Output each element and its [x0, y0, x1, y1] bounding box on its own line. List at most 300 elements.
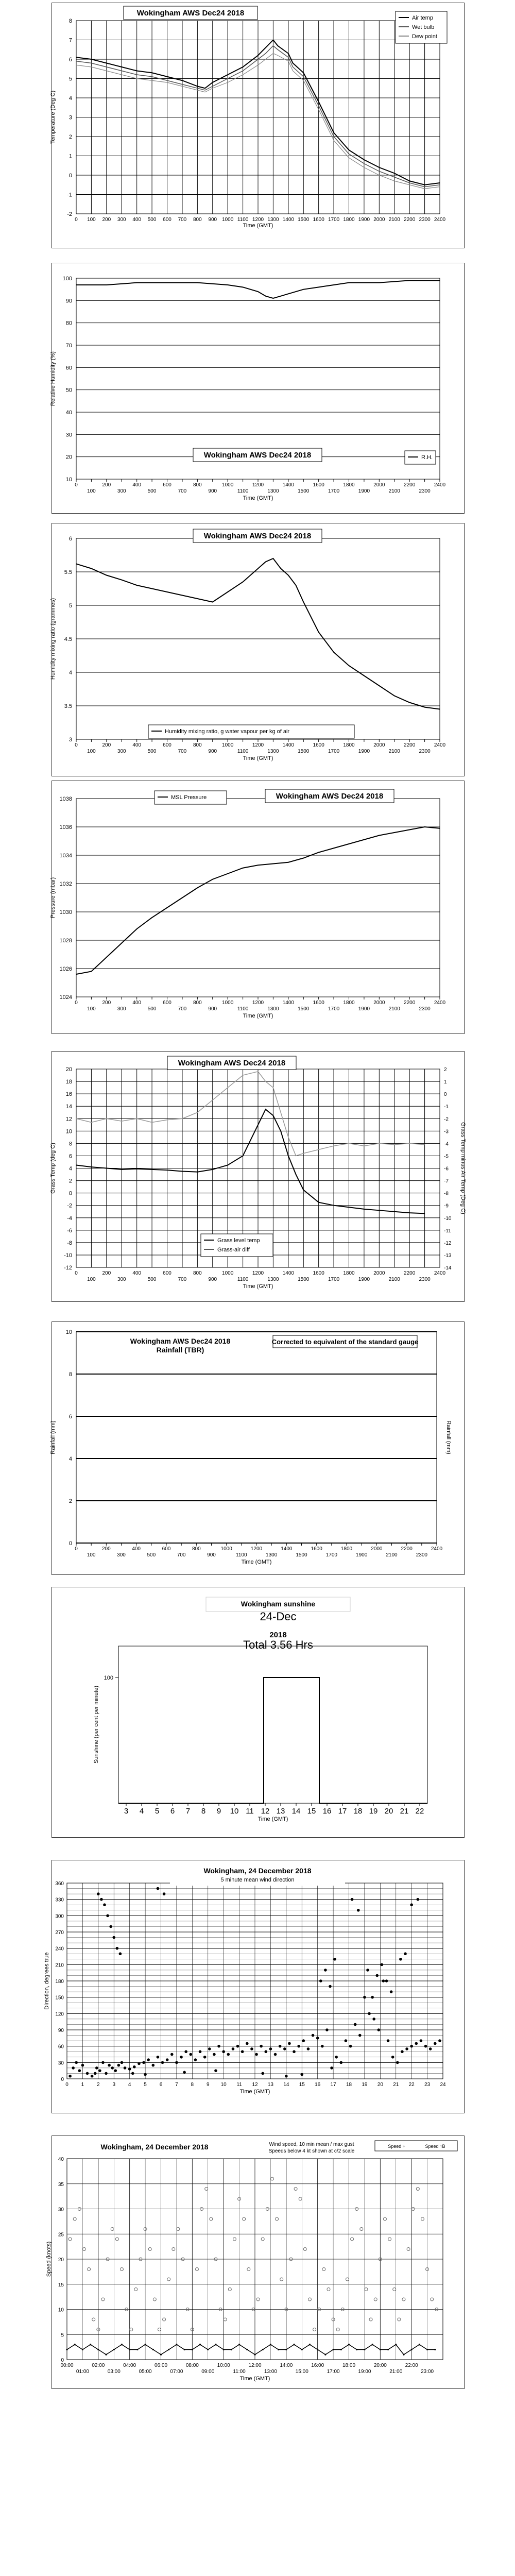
y2-axis-label: Rainfall (mm) — [445, 1420, 452, 1454]
x-tick-label-2: 15:00 — [295, 2369, 308, 2375]
y2-tick-label: -4 — [444, 1141, 449, 1147]
wdir-point — [321, 2045, 324, 2048]
y-tick-label: 40 — [58, 2157, 64, 2162]
x-tick-label-2: 03:00 — [107, 2369, 121, 2375]
x-axis-label: Time (GMT) — [241, 1559, 272, 1565]
wdir-point — [316, 2037, 319, 2040]
y-axis-label: Sunshine (per cent per minute) — [93, 1685, 99, 1764]
wind-mean-point — [82, 2349, 83, 2350]
x-tick-label: 1200 — [250, 1546, 263, 1552]
x-tick-label: 15 — [299, 2082, 305, 2088]
wdir-point — [385, 1979, 388, 1982]
wdir-point — [246, 2042, 249, 2045]
y2-tick-label: -8 — [444, 1191, 449, 1197]
x-tick-label: 5 — [154, 1807, 160, 1816]
wdir-point — [293, 2050, 296, 2053]
wdir-point — [417, 1898, 420, 1901]
wdir-point — [371, 1996, 374, 1999]
x-tick-label: 14 — [283, 2082, 289, 2088]
y-tick-label: 2 — [68, 1178, 72, 1184]
x-tick-label: 2200 — [404, 1270, 416, 1276]
rh-title: Wokingham AWS Dec24 2018 — [203, 451, 312, 460]
wdir-point — [175, 2061, 178, 2064]
wdir-point — [307, 2047, 310, 2050]
x-tick-label: 1100 — [237, 488, 249, 494]
x-tick-label: 1800 — [343, 1270, 355, 1276]
y-tick-label: 120 — [55, 2011, 64, 2018]
x-tick-label: 12 — [252, 2082, 258, 2088]
x-tick-label: 13 — [276, 1807, 285, 1816]
wdir-point — [213, 2053, 216, 2056]
x-tick-label: 2400 — [434, 482, 446, 488]
rh-chart — [50, 276, 446, 501]
y-tick-label: 5 — [68, 603, 72, 609]
wind-mean-point — [199, 2344, 201, 2345]
y-tick-label: 50 — [65, 387, 72, 394]
wdir-point — [157, 1887, 160, 1890]
x-tick-label: 1300 — [267, 1006, 279, 1012]
x-tick-label: 17 — [338, 1807, 347, 1816]
wind-mean-point — [364, 2349, 365, 2350]
wdir-point — [405, 2047, 408, 2050]
x-tick-label: 1400 — [282, 1000, 294, 1006]
wdir-point — [372, 2018, 375, 2021]
wind-mean-point — [309, 2344, 311, 2345]
x-tick-label: 800 — [193, 1000, 202, 1006]
x-tick-label: 1800 — [343, 217, 355, 223]
wdir-point — [363, 1996, 366, 1999]
x-tick-label: 1300 — [267, 749, 279, 754]
y-tick-label: 150 — [55, 1995, 64, 2001]
x-tick-label: 7 — [185, 1807, 191, 1816]
x-axis-label: Time (GMT) — [243, 495, 273, 501]
x-tick-label: 1000 — [222, 1000, 234, 1006]
wdir-point — [133, 2065, 136, 2069]
x-tick-label: 500 — [147, 488, 157, 494]
wdir-point — [232, 2047, 235, 2050]
x-tick-label: 12 — [261, 1807, 270, 1816]
x-tick-label: 200 — [102, 742, 111, 748]
y-tick-label: -10 — [64, 1252, 72, 1259]
wind-mean-point — [207, 2349, 209, 2350]
wind-mean-point — [270, 2344, 271, 2345]
y-axis-label: Relative Humidity (%) — [50, 351, 56, 406]
y-tick-label: 90 — [65, 298, 72, 304]
wdir-point — [329, 1985, 332, 1988]
x-tick-label: 600 — [163, 217, 171, 223]
x-tick-label: 1700 — [328, 488, 340, 494]
wdir-point — [222, 2050, 225, 2053]
y2-tick-label: -14 — [444, 1265, 452, 1271]
x-tick-label: 2000 — [373, 1270, 385, 1276]
sun-total: Total 3.56 Hrs — [243, 1638, 313, 1651]
x-tick-label: 200 — [102, 1000, 111, 1006]
x-axis-label: Time (GMT) — [243, 755, 273, 761]
wdir-point — [183, 2071, 186, 2074]
wind-mean-point — [121, 2344, 123, 2345]
x-tick-label: 800 — [193, 742, 202, 748]
wdir-point — [377, 2028, 380, 2031]
wdir-point — [312, 2034, 315, 2037]
wdir-point — [390, 1990, 393, 1993]
wdir-point — [358, 2034, 362, 2037]
y-tick-label: 0 — [68, 1190, 72, 1197]
x-tick-label: 900 — [208, 1006, 217, 1012]
x-tick-label: 3 — [112, 2082, 116, 2088]
y2-axis-label: Grass Temp minus Air Temp (Deg C) — [460, 1122, 466, 1214]
wind-mean-point — [395, 2344, 397, 2345]
y-tick-label: 30 — [58, 2207, 64, 2213]
wind-mean-point — [278, 2349, 279, 2350]
wind-mean-point — [129, 2349, 130, 2350]
y-tick-label: 210 — [55, 1962, 64, 1969]
x-tick-label: 1100 — [237, 1006, 249, 1012]
wind-mean-point — [285, 2349, 287, 2350]
y-tick-label: 30 — [65, 432, 72, 438]
y-tick-label: 3 — [68, 737, 72, 743]
wind-mean-point — [403, 2354, 404, 2355]
x-tick-label: 22:00 — [405, 2363, 418, 2368]
x-tick-label: 4 — [128, 2082, 131, 2088]
y-tick-label: 0 — [61, 2358, 64, 2363]
x-tick-label: 2100 — [386, 1552, 398, 1558]
x-tick-label: 700 — [178, 749, 187, 754]
y-tick-label: 100 — [62, 276, 72, 282]
wdir-point — [217, 2045, 220, 2048]
wdir-point — [368, 2012, 371, 2015]
x-tick-label: 7 — [175, 2082, 178, 2088]
x-tick-label: 0 — [75, 482, 78, 488]
wind-mean-point — [332, 2349, 334, 2350]
x-tick-label: 1900 — [358, 217, 370, 223]
x-axis-label: Time (GMT) — [243, 1283, 273, 1290]
wdir-point — [81, 2064, 84, 2067]
x-tick-label: 400 — [132, 742, 142, 748]
rain-subtitle: Rainfall (TBR) — [156, 1346, 204, 1354]
x-tick-label: 22 — [408, 2082, 415, 2088]
wdir-point — [180, 2056, 183, 2059]
y-tick-label: -2 — [67, 211, 72, 217]
y2-tick-label: -12 — [444, 1240, 452, 1246]
y2-tick-label: -13 — [444, 1252, 452, 1259]
x-tick-label: 6 — [170, 1807, 175, 1816]
x-tick-label-2: 05:00 — [139, 2369, 152, 2375]
x-tick-label: 0 — [75, 217, 78, 223]
wdir-point — [404, 1952, 407, 1955]
x-tick-label: 12:00 — [248, 2363, 262, 2368]
y-tick-label: -2 — [67, 1202, 72, 1209]
y-tick-label: 10 — [65, 477, 72, 483]
wdir-point — [105, 2072, 108, 2075]
x-tick-label: 19 — [362, 2082, 368, 2088]
x-tick-label: 1000 — [222, 1270, 234, 1276]
mix-chart — [50, 529, 446, 761]
x-tick-label: 1900 — [358, 749, 370, 754]
x-tick-label: 100 — [87, 217, 96, 223]
wind-mean-point — [246, 2349, 248, 2350]
x-tick-label: 10 — [220, 2082, 227, 2088]
y2-tick-label: -2 — [444, 1116, 449, 1123]
wdir-point — [401, 2050, 404, 2053]
wdir-point — [382, 1979, 385, 1982]
y-tick-label: 330 — [55, 1897, 64, 1903]
wdir-point — [184, 2050, 187, 2053]
x-tick-label-2: 09:00 — [201, 2369, 215, 2375]
wdir-point — [236, 2045, 239, 2048]
y-tick-label: 1024 — [59, 994, 72, 1001]
x-tick-label: 23 — [424, 2082, 431, 2088]
wind-mean-point — [152, 2349, 154, 2350]
x-tick-label: 1300 — [267, 217, 279, 223]
x-tick-label: 4 — [139, 1807, 144, 1816]
x-tick-label: 400 — [132, 1546, 141, 1552]
y-tick-label: -1 — [67, 192, 72, 198]
x-tick-label: 08:00 — [185, 2363, 199, 2368]
wdir-point — [101, 2061, 105, 2064]
wdir-point — [147, 2058, 150, 2061]
wind-subtitle-2: Speeds below 4 kt shown at c/2 scale — [268, 2148, 355, 2154]
x-tick-label: 2400 — [434, 742, 446, 748]
y2-tick-label: -1 — [444, 1104, 449, 1110]
y-tick-label: 20 — [65, 454, 72, 461]
legend-label: MSL Pressure — [171, 794, 207, 801]
x-tick-label: 200 — [102, 1270, 111, 1276]
y-tick-label: 180 — [55, 1979, 64, 1985]
legend-label: Wet bulb — [412, 24, 435, 30]
x-tick-label: 5 — [144, 2082, 147, 2088]
x-tick-label: 700 — [177, 1552, 186, 1558]
x-tick-label: 2200 — [404, 482, 416, 488]
plot-area — [76, 1332, 437, 1543]
wind-mean-point — [317, 2349, 318, 2350]
x-tick-label: 13 — [267, 2082, 273, 2088]
y-tick-label: 3.5 — [64, 703, 72, 709]
sun-chart — [93, 1597, 427, 1822]
y-tick-label: 1 — [68, 153, 72, 160]
wdir-point — [194, 2058, 197, 2061]
wdir-point — [97, 1892, 100, 1895]
wdir-point — [274, 2053, 277, 2056]
y-tick-label: 20 — [58, 2257, 64, 2263]
x-tick-label: 700 — [178, 217, 187, 223]
wdir-point — [241, 2050, 244, 2053]
wdir-point — [95, 2066, 98, 2070]
x-tick-label: 800 — [192, 1546, 201, 1552]
x-tick-label: 100 — [87, 1006, 96, 1012]
temp-title: Wokingham AWS Dec24 2018 — [136, 9, 245, 18]
x-tick-label-2: 21:00 — [389, 2369, 403, 2375]
y-axis-label: Rainfall (mm) — [50, 1420, 56, 1454]
y-tick-label: 4.5 — [64, 636, 72, 642]
x-tick-label: 2000 — [373, 482, 385, 488]
y-tick-label: 1030 — [59, 909, 72, 916]
y2-tick-label: -9 — [444, 1203, 449, 1209]
legend-label: Grass level temp — [217, 1238, 260, 1244]
x-tick-label: 2400 — [434, 217, 446, 223]
x-tick-label: 700 — [178, 1277, 187, 1282]
wdir-point — [68, 2075, 72, 2078]
wdir-point — [381, 1963, 384, 1967]
y-tick-label: 4 — [68, 1165, 72, 1172]
wdir-chart — [44, 1865, 446, 2095]
y-tick-label: 300 — [55, 1913, 64, 1920]
x-tick-label: 1100 — [237, 1277, 249, 1282]
x-tick-label: 0 — [75, 1546, 78, 1552]
x-tick-label: 1100 — [237, 749, 249, 754]
wdir-point — [109, 1925, 112, 1928]
x-tick-label-2: 11:00 — [233, 2369, 246, 2375]
y-tick-label: 4 — [68, 670, 72, 676]
wdir-point — [189, 2053, 192, 2056]
x-tick-label: 16 — [315, 2082, 321, 2088]
wdir-point — [170, 2053, 174, 2056]
x-tick-label: 100 — [87, 488, 96, 494]
x-tick-label: 18 — [346, 2082, 352, 2088]
x-tick-label: 1500 — [298, 1277, 310, 1282]
wind-mean-point — [340, 2349, 342, 2350]
y-tick-label: -12 — [64, 1265, 72, 1271]
wdir-point — [227, 2053, 230, 2056]
x-tick-label: 10 — [230, 1807, 239, 1816]
plot-area — [76, 799, 440, 997]
wdir-point — [91, 2075, 94, 2078]
wind-mean-point — [231, 2349, 232, 2350]
wdir-point — [375, 1974, 379, 1977]
wind-mean-point — [262, 2349, 264, 2350]
wdir-point — [325, 2028, 329, 2031]
x-axis-label: Time (GMT) — [243, 223, 273, 229]
y-tick-label: 240 — [55, 1946, 64, 1952]
x-tick-label: 8 — [201, 1807, 206, 1816]
x-tick-label: 15 — [307, 1807, 316, 1816]
x-tick-label: 0 — [75, 1000, 78, 1006]
y-tick-label: 8 — [68, 18, 72, 24]
wdir-point — [283, 2047, 286, 2050]
x-tick-label: 1700 — [328, 749, 340, 754]
mix-title: Wokingham AWS Dec24 2018 — [203, 532, 312, 540]
wdir-point — [94, 2072, 97, 2075]
y2-tick-label: 2 — [444, 1067, 447, 1073]
x-tick-label: 1100 — [236, 1552, 247, 1558]
x-tick-label: 300 — [117, 217, 126, 223]
x-tick-label: 2000 — [371, 1546, 383, 1552]
x-tick-label: 1300 — [267, 1277, 279, 1282]
y-tick-label: 5.5 — [64, 569, 72, 575]
wdir-point — [116, 1947, 119, 1950]
x-tick-label: 500 — [147, 1552, 156, 1558]
x-tick-label: 2100 — [388, 1006, 400, 1012]
x-tick-label: 600 — [162, 1546, 171, 1552]
wdir-point — [86, 2072, 89, 2075]
x-tick-label-2: 13:00 — [264, 2369, 277, 2375]
x-tick-label: 600 — [163, 742, 171, 748]
sun-date: 24-Dec — [260, 1610, 297, 1623]
x-axis-label: Time (GMT) — [243, 1013, 273, 1019]
y-tick-label: 4 — [68, 1456, 72, 1462]
wind-mean-point — [184, 2349, 185, 2350]
x-tick-label: 400 — [132, 1000, 142, 1006]
wdir-point — [131, 2072, 134, 2075]
x-tick-label: 0 — [65, 2082, 68, 2088]
y-tick-label: 4 — [68, 95, 72, 101]
x-tick-label: 1600 — [313, 482, 324, 488]
y-tick-label: 6 — [68, 1153, 72, 1160]
x-tick-label: 02:00 — [92, 2363, 105, 2368]
wdir-point — [424, 2045, 427, 2048]
wdir-point — [399, 1958, 402, 1961]
y-tick-label: 12 — [65, 1116, 72, 1123]
y-tick-label: 25 — [58, 2232, 64, 2238]
x-tick-label-2: 07:00 — [170, 2369, 183, 2375]
wdir-point — [415, 2042, 418, 2045]
x-tick-label: 800 — [193, 482, 202, 488]
y2-tick-label: -5 — [444, 1154, 449, 1160]
y2-tick-label: 1 — [444, 1079, 447, 1086]
x-tick-label: 1100 — [237, 217, 249, 223]
x-tick-label-2: 19:00 — [358, 2369, 371, 2375]
x-tick-label: 1200 — [252, 482, 264, 488]
y-tick-label: 90 — [58, 2028, 64, 2033]
wdir-point — [166, 2058, 169, 2061]
wind-mean-point — [238, 2344, 240, 2345]
x-tick-label: 1700 — [328, 1006, 340, 1012]
x-axis-label: Time (GMT) — [258, 1816, 288, 1822]
y-tick-label: 20 — [65, 1066, 72, 1073]
grass-chart — [50, 1056, 466, 1290]
x-tick-label: 1700 — [328, 1277, 340, 1282]
wdir-point — [203, 2056, 207, 2059]
x-tick-label: 300 — [117, 488, 126, 494]
wdir-point — [124, 2066, 127, 2070]
y-axis-label: Direction, degrees true — [44, 1952, 50, 2010]
wdir-point — [250, 2047, 253, 2050]
wind-mean-point — [113, 2349, 115, 2350]
wind-mean-point — [105, 2354, 107, 2355]
x-tick-label: 2200 — [404, 217, 416, 223]
y-tick-label: 1036 — [59, 824, 72, 831]
wdir-point — [260, 2045, 263, 2048]
x-tick-label: 1500 — [296, 1552, 307, 1558]
x-tick-label: 1800 — [343, 1000, 355, 1006]
wdir-point — [163, 1892, 166, 1895]
x-tick-label: 1600 — [313, 217, 324, 223]
x-tick-label: 22 — [415, 1807, 424, 1816]
y-tick-label: 1034 — [59, 853, 72, 859]
x-tick-label: 3 — [124, 1807, 129, 1816]
wdir-point — [354, 2023, 357, 2026]
y-tick-label: 5 — [61, 2332, 64, 2338]
x-tick-label: 1800 — [340, 1546, 353, 1552]
x-tick-label: 1400 — [282, 1270, 294, 1276]
wind-mean-point — [434, 2349, 436, 2350]
y-tick-label: 6 — [68, 57, 72, 63]
x-tick-label: 2300 — [419, 488, 431, 494]
x-tick-label: 2400 — [434, 1270, 446, 1276]
x-tick-label: 0 — [75, 742, 78, 748]
x-tick-label: 400 — [132, 1270, 142, 1276]
wdir-point — [429, 2047, 432, 2050]
wdir-point — [255, 2053, 258, 2056]
y-axis-label: Humidity mixing ratio (grammes) — [50, 598, 56, 680]
x-tick-label: 1200 — [252, 217, 264, 223]
x-tick-label: 600 — [163, 1000, 171, 1006]
legend-label: Speed ↑B — [425, 2144, 445, 2149]
wdir-point — [100, 1898, 103, 1901]
y-tick-label: 10 — [58, 2307, 64, 2313]
wdir-point — [300, 2073, 303, 2076]
wind-mean-point — [254, 2354, 255, 2355]
y-tick-label: 15 — [58, 2282, 64, 2288]
